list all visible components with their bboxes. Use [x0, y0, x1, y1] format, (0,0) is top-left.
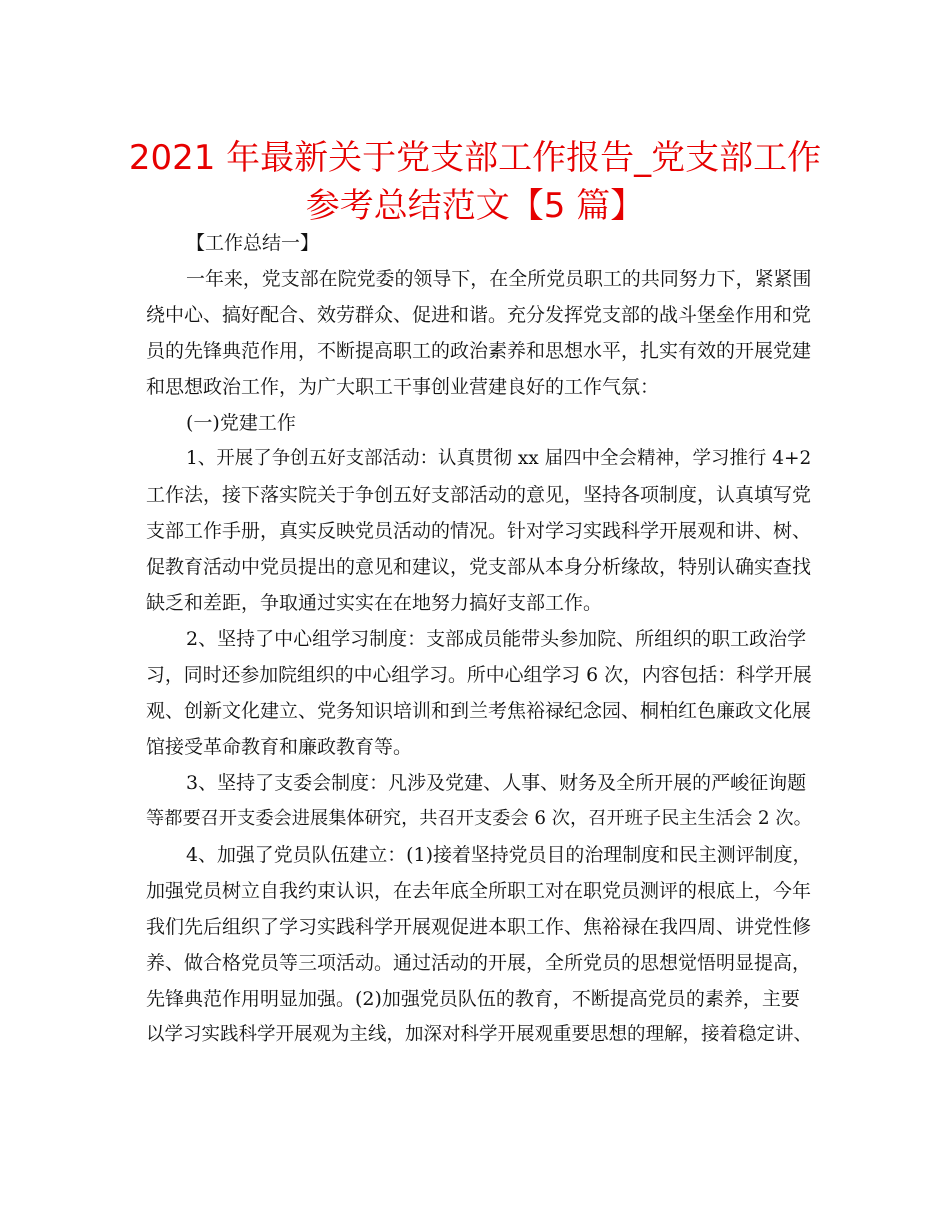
- paragraph-line: 习，同时还参加院组织的中心组学习。所中心组学习 6 次，内容包括：科学开展: [146, 664, 812, 686]
- paragraph-line: 养、做合格党员等三项活动。通过活动的开展，全所党员的思想觉悟明显提高，: [146, 952, 812, 974]
- document-title-line-2: 参考总结范文【5 篇】: [305, 186, 645, 226]
- subsection-heading: (一)党建工作: [186, 412, 296, 434]
- paragraph-line: 以学习实践科学开展观为主线，加深对科学开展观重要思想的理解，接着稳定讲、: [146, 1024, 813, 1045]
- paragraph-line: 支部工作手册，真实反映党员活动的情况。针对学习实践科学开展观和讲、树、: [146, 520, 812, 542]
- paragraph-line: 员的先锋典范作用，不断提高职工的政治素养和思想水平，扎实有效的开展党建: [146, 340, 812, 362]
- section-heading: 【工作总结一】: [186, 232, 320, 254]
- paragraph-line: 绕中心、搞好配合、效劳群众、促进和谐。充分发挥党支部的战斗堡垒作用和党: [146, 304, 812, 326]
- paragraph-line: 我们先后组织了学习实践科学开展观促进本职工作、焦裕禄在我四周、讲党性修: [146, 916, 812, 938]
- paragraph-line: 等都要召开支委会进展集体研究，共召开支委会 6 次，召开班子民主生活会 2 次。: [146, 808, 812, 829]
- paragraph-line: 缺乏和差距，争取通过实实在在地努力搞好支部工作。: [146, 592, 603, 614]
- paragraph-line: 1、开展了争创五好支部活动：认真贯彻 xx 届四中全会精神，学习推行 4+2: [186, 448, 812, 469]
- paragraph-line: 先锋典范作用明显加强。(2)加强党员队伍的教育，不断提高党员的素养，主要: [146, 988, 800, 1010]
- document-title-line-1: 2021 年最新关于党支部工作报告_党支部工作: [128, 138, 822, 178]
- paragraph-line: 一年来，党支部在院党委的领导下，在全所党员职工的共同努力下，紧紧围: [186, 268, 812, 290]
- paragraph-line: 促教育活动中党员提出的意见和建议，党支部从本身分析缘故，特别认确实查找: [146, 556, 812, 578]
- paragraph-line: 3、坚持了支委会制度：凡涉及党建、人事、财务及全所开展的严峻征询题: [186, 772, 807, 794]
- paragraph-line: 工作法，接下落实院关于争创五好支部活动的意见，坚持各项制度，认真填写党: [146, 484, 812, 506]
- paragraph-line: 观、创新文化建立、党务知识培训和到兰考焦裕禄纪念园、桐柏红色廉政文化展: [146, 700, 812, 722]
- paragraph-line: 4、加强了党员队伍建立：(1)接着坚持党员目的治理制度和民主测评制度，: [186, 844, 812, 866]
- paragraph-line: 馆接受革命教育和廉政教育等。: [146, 736, 413, 758]
- paragraph-line: 和思想政治工作，为广大职工干事创业营建良好的工作气氛：: [146, 376, 660, 398]
- paragraph-line: 2、坚持了中心组学习制度：支部成员能带头参加院、所组织的职工政治学: [186, 628, 807, 650]
- paragraph-line: 加强党员树立自我约束认识，在去年底全所职工对在职党员测评的根底上，今年: [146, 880, 812, 902]
